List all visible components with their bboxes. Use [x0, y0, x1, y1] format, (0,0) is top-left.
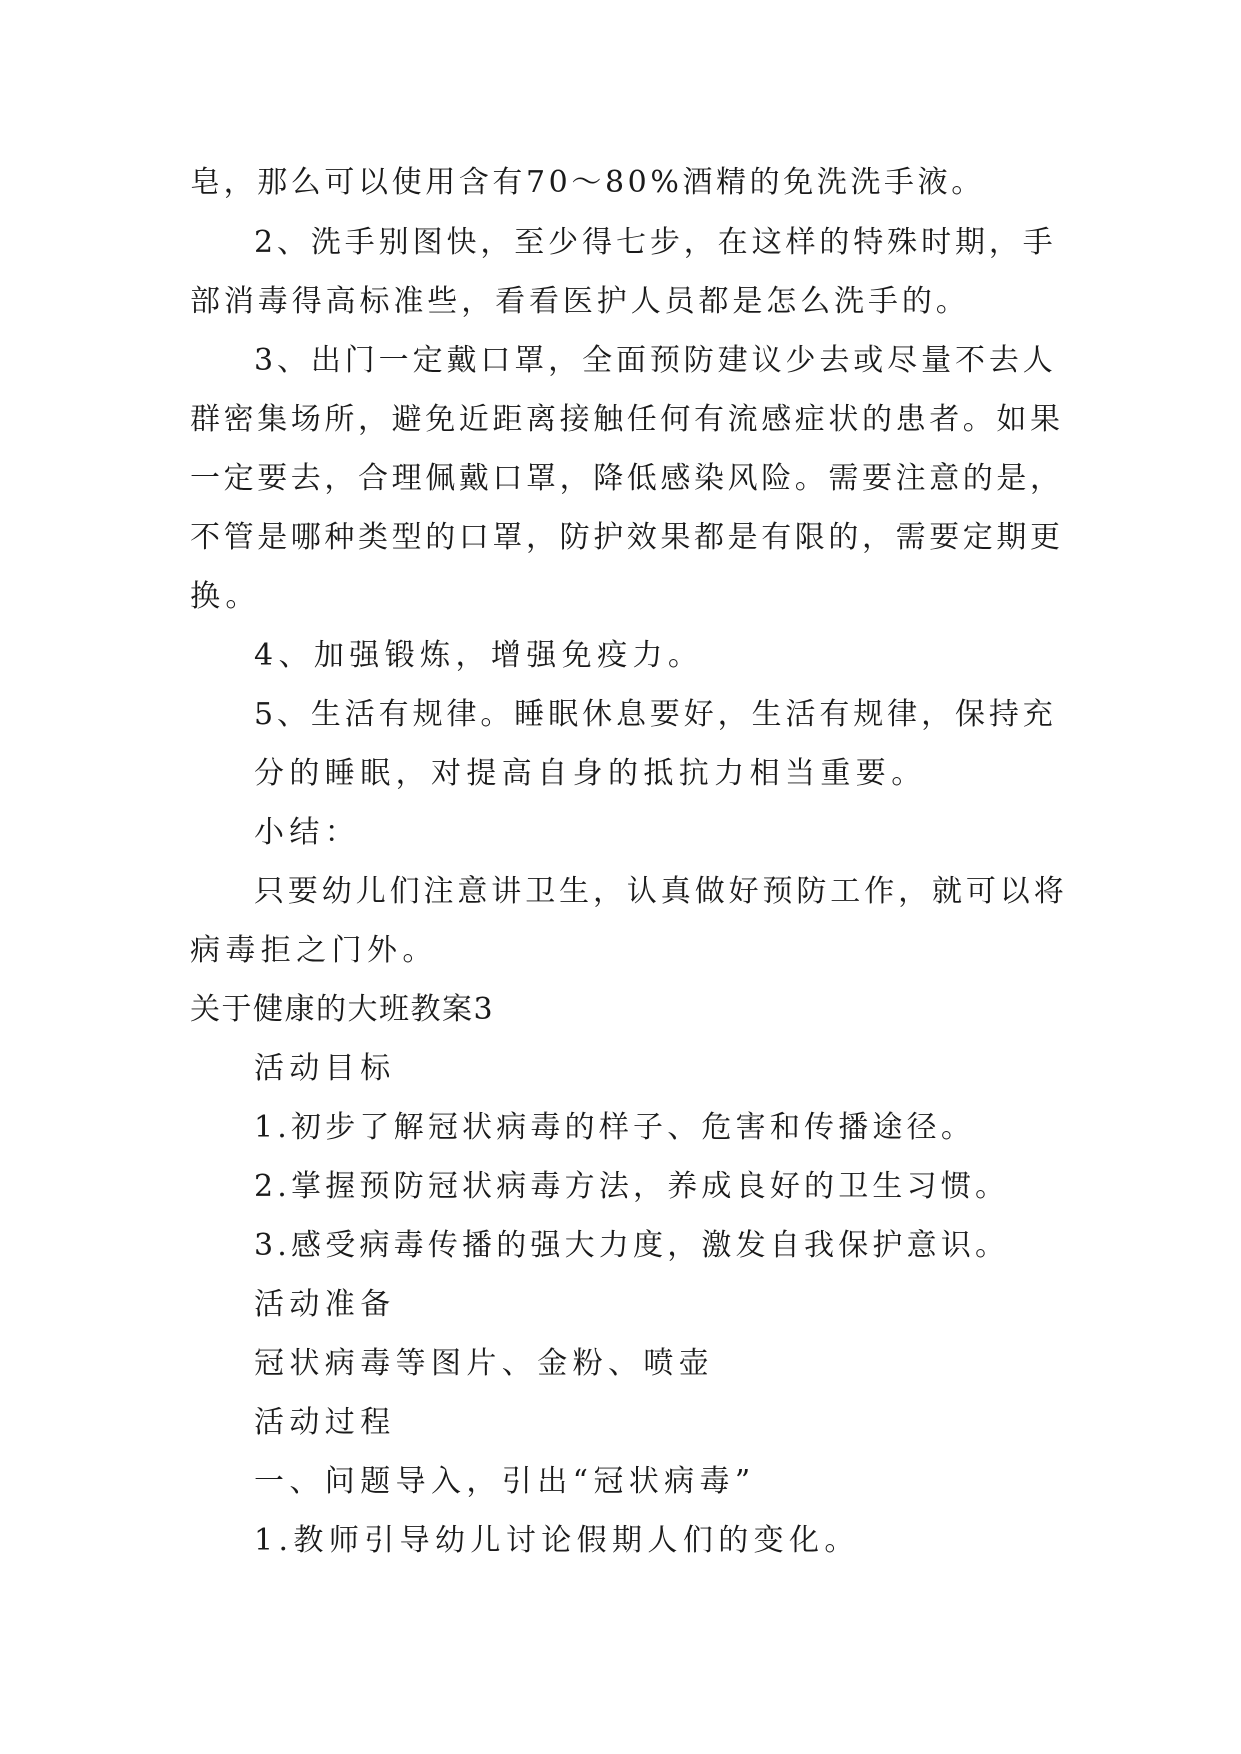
subheading: 活动准备: [254, 1287, 396, 1322]
text-line: 部消毒得高标准些，看看医护人员都是怎么洗手的。: [190, 284, 970, 319]
text-line: 冠状病毒等图片、金粉、喷壶: [254, 1346, 715, 1381]
text-line: 群密集场所，避免近距离接触任何有流感症状的患者。如果: [190, 402, 1064, 437]
list-item: 1.初步了解冠状病毒的样子、危害和传播途径。: [254, 1110, 976, 1145]
text-line: 一、问题导入，引出“冠状病毒”: [254, 1464, 756, 1499]
subheading: 活动过程: [254, 1405, 396, 1440]
text-line: 皂，那么可以使用含有70～80%酒精的免洗洗手液。: [190, 165, 985, 200]
text-line: 2、洗手别图快，至少得七步，在这样的特殊时期，手: [254, 225, 1057, 260]
text-line: 只要幼儿们注意讲卫生，认真做好预防工作，就可以将: [254, 874, 1068, 909]
text-line: 一定要去，合理佩戴口罩，降低感染风险。需要注意的是，: [190, 461, 1064, 496]
list-item: 3.感受病毒传播的强大力度，激发自我保护意识。: [254, 1228, 1010, 1263]
list-item: 1.教师引导幼儿讨论假期人们的变化。: [254, 1523, 860, 1558]
text-line: 3、出门一定戴口罩，全面预防建议少去或尽量不去人: [254, 343, 1057, 378]
text-line: 分的睡眠，对提高自身的抵抗力相当重要。: [254, 756, 927, 791]
list-item: 2.掌握预防冠状病毒方法，养成良好的卫生习惯。: [254, 1169, 1010, 1204]
text-line: 病毒拒之门外。: [190, 933, 438, 968]
section-label: 小结：: [254, 815, 361, 850]
text-line: 5、生活有规律。睡眠休息要好，生活有规律，保持充: [254, 697, 1057, 732]
text-line: 换。: [190, 579, 261, 614]
text-line: 4、加强锻炼，增强免疫力。: [254, 638, 704, 673]
section-heading: 关于健康的大班教案3: [190, 992, 495, 1027]
subheading: 活动目标: [254, 1051, 396, 1086]
text-line: 不管是哪种类型的口罩，防护效果都是有限的，需要定期更: [190, 520, 1064, 555]
